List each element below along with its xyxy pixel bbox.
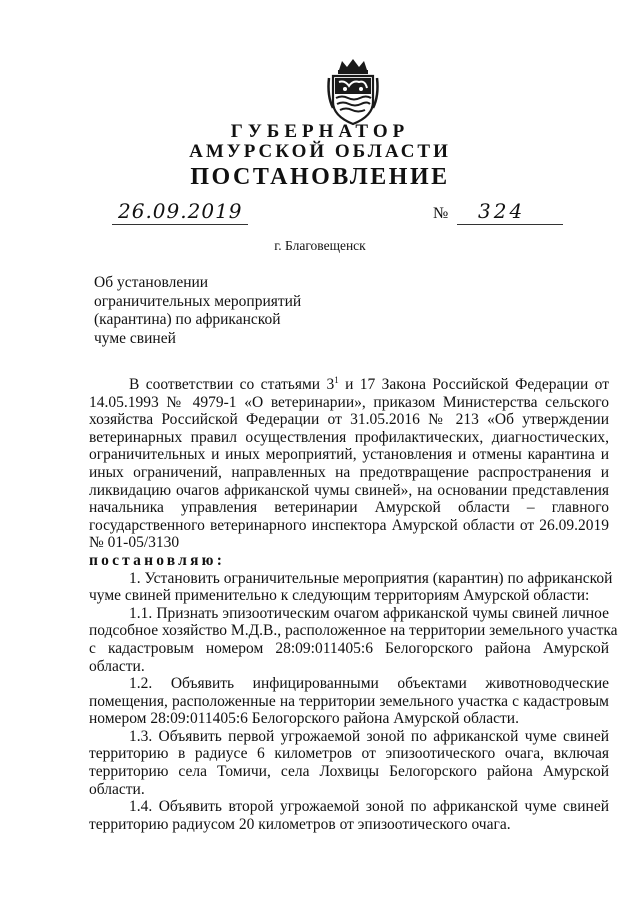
subject-line: (карантина) по африканской [94,311,281,328]
document-type-title: ПОСТАНОВЛЕНИЕ [190,164,450,190]
item-line: области. [89,657,145,675]
item-line: номером 28:09:011405:6 Белогорского района Амурской области. [89,710,519,728]
decree-number: 324 [478,199,526,223]
item-line: 1.1. Признать эпизоотическим очагом африканской чумы свиней личное [129,604,609,622]
paragraph-line: ветеринарных правил осуществления профилактических, диагностических, [89,428,609,446]
decree-subject [94,274,334,348]
item-line: подсобное хозяйство М.Д.В., расположенное на территории земельного участка [89,622,618,640]
item-line: территорию в радиусе 6 километров от эпизоотического очага, включая [89,745,609,763]
date-underline [112,224,248,225]
paragraph-line: ликвидацию очагов африканской чумы свиней», на основании представления [89,481,609,499]
decree-date: 26.09.2019 [118,199,243,223]
number-underline [457,224,563,225]
item-line: 1. Установить ограничительные мероприятия (карантин) по африканской [129,569,613,587]
subject-line: Об установлении [94,274,209,291]
decree-word: постановляю: [89,551,226,569]
city-name: г. Благовещенск [274,238,366,253]
item-line: 1.3. Объявить первой угрожаемой зоной по африканской чуме свиней [129,727,609,745]
subject-line: ограничительных мероприятий [94,292,302,310]
paragraph-line: В соответствии со статьями $3^1$ и 17 Закона Российской Федерации от [129,374,610,393]
paragraph-line: иных ограничений, направленных на предотвращение распространения и [89,463,609,481]
paragraph-line: государственного ветеринарного инспектора Амурской области от 26.09.2019 [89,516,609,534]
governor-title: ГУБЕРНАТОР [230,121,410,142]
item-line: территорию радиусом 20 километров от эпизоотического очага. [89,815,511,833]
paragraph-line: ограничительных и иных мероприятий, установления и отмены карантина и [89,446,609,464]
item-line: 1.4. Объявить второй угрожаемой зоной по африканской чуме свиней [129,798,609,816]
paragraph-line: 14.05.1993 № 4979-1 «О ветеринарии», приказом Министерства сельского [89,393,609,411]
item-line: помещения, расположенные на территории земельного участка с кадастровым [89,692,609,710]
item-line: с кадастровым номером 28:09:011405:6 Белогорского района Амурской [89,639,609,657]
paragraph-line: начальника управления ветеринарии Амурской области – главного [89,499,609,517]
item-line: территорию села Томичи, села Лохвицы Белогорского района Амурской [89,763,609,781]
item-line: области. [89,780,145,798]
subject-line: чуме свиней [94,329,176,347]
region-title: АМУРСКОЙ ОБЛАСТИ [189,141,451,162]
number-label: № [433,205,449,222]
paragraph-line: № 01-05/3130 [89,534,180,552]
paragraph-line: хозяйства Российской Федерации от 31.05.2016 № 213 «Об утверждении [89,411,609,429]
item-line: 1.2. Объявить инфицированными объектами животноводческие [129,675,609,693]
amur-region-coat-of-arms-icon [325,58,381,126]
item-line: чуме свиней применительно к следующим территориям Амурской области: [89,587,590,605]
decree-body [89,374,618,833]
